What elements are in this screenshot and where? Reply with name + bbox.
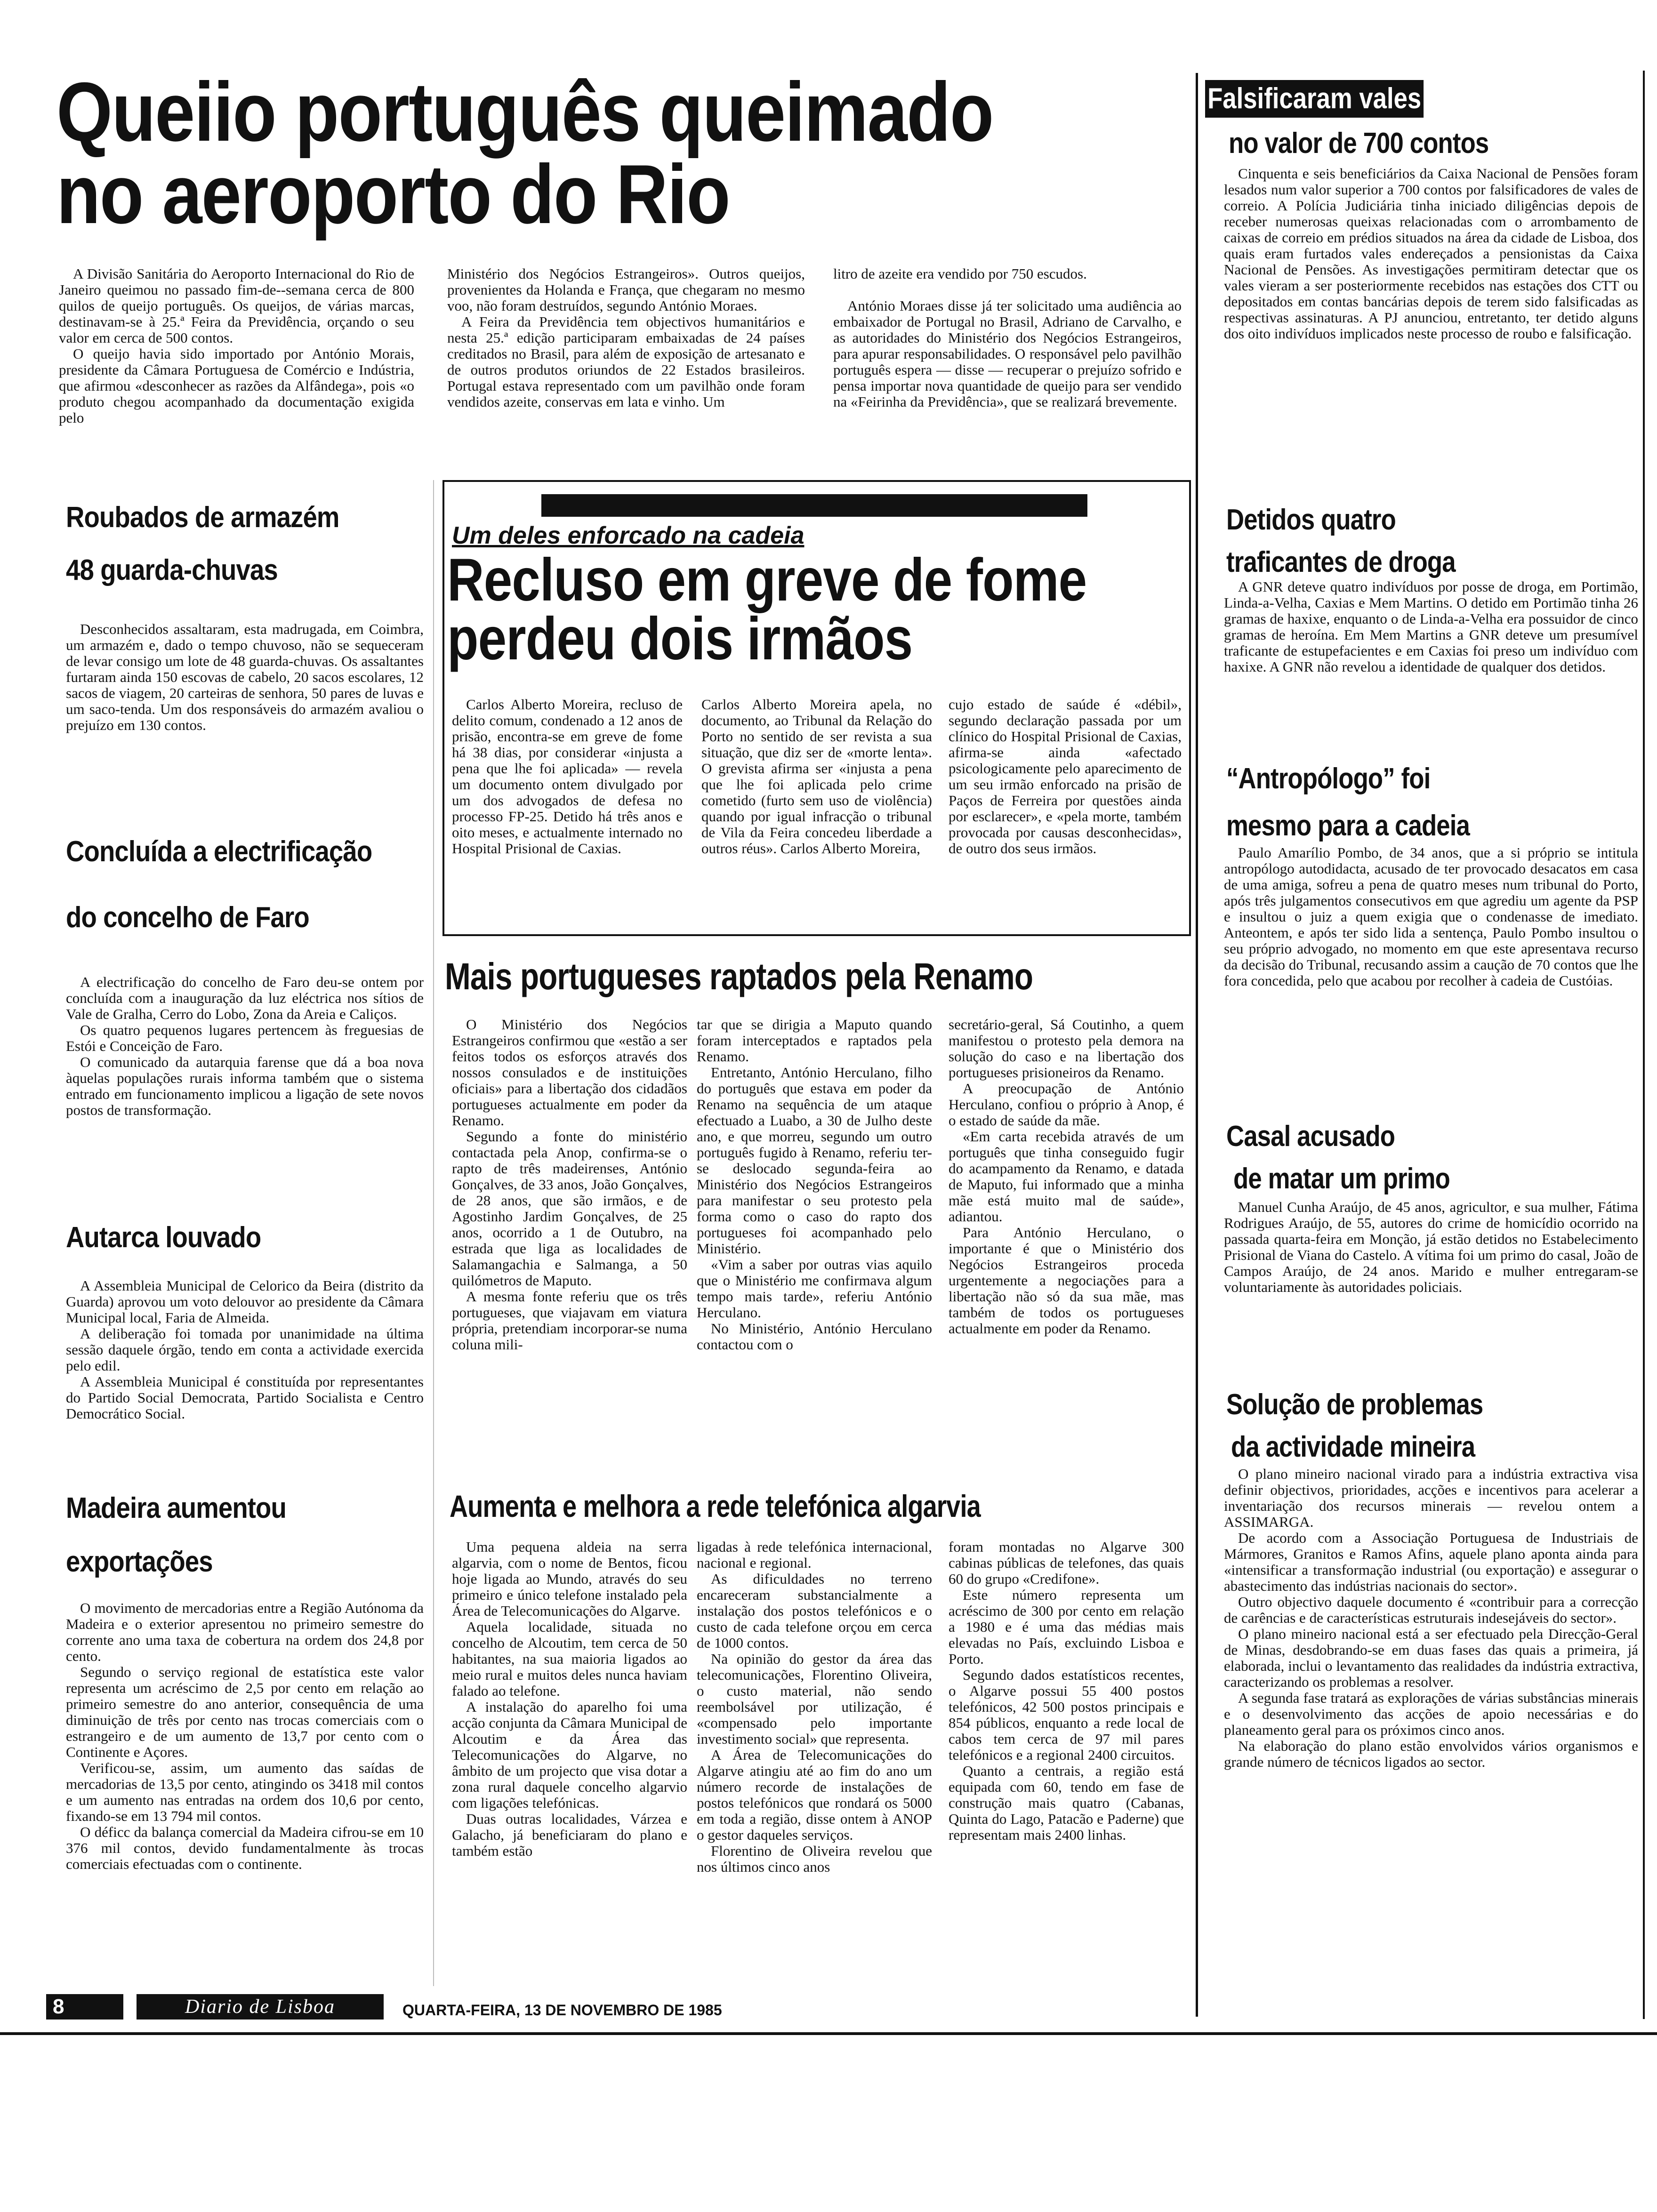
- page-number: 8: [46, 1994, 123, 2020]
- mineira-body-p2: De acordo com a Associação Portuguesa de Industriais de Mármores, Granitos e Ramos Afins, aquele plano aponta ainda para «intensificar a transformação industrial (ou exportação) e assegurar o abastecimento das indústrias nacionais do sector».: [1224, 1530, 1638, 1594]
- madeira-headline-line2: exportações: [66, 1546, 213, 1578]
- renamo-col3-p1: secretário-geral, Sá Coutinho, a quem manifestou o protesto pela demora na solução do caso e na libertação dos portugueses prisioneiros da Renamo.: [949, 1017, 1184, 1081]
- casal-body-p1: Manuel Cunha Araújo, de 45 anos, agricultor, e sua mulher, Fátima Rodrigues Araújo, de 55, autores do crime de homicídio ocorrido na passada quarta-feira em Monção, já estão detidos no Estabelecimento Prisional de Viana do Castelo. A vítima foi um primo do casal, João de Campos Araújo, de 24 anos. Marido e mulher entregaram-se voluntariamente às autoridades policiais.: [1224, 1199, 1638, 1295]
- faro-headline: [66, 833, 430, 937]
- lead-col1: [59, 266, 414, 478]
- telefone-col1-p2: Aquela localidade, situada no concelho de Alcoutim, tem cerca de 50 habitantes, na sua maioria ligados ao meio rural e muitos deles nunca haviam falado ao telefone.: [452, 1619, 687, 1699]
- lead-col3: [833, 266, 1182, 478]
- telefone-col1-p3: A instalação do aparelho foi uma acção conjunta da Câmara Municipal de Alcoutim e da Área das Telecomunicações do Algarve, no âmbito de um projecto que visa dotar a zona rural daquele concelho algarvio com ligações telefónicas.: [452, 1699, 687, 1811]
- vales-body-p1: Cinquenta e seis beneficiários da Caixa Nacional de Pensões foram lesados num valor superior a 700 contos por falsificadores de vales de correio. A Polícia Judiciária tinha iniciado diligências depois de receber numerosas queixas relacionadas com o arrombamento de caixas de correio em prédios situados na área da cidade de Lisboa, dos quais eram furtados vales endereçados a pensionistas da Caixa Nacional de Pensões. As investigações permitiram detectar que os vales vieram a ser posteriormente recebidos nas estações dos CTT ou depositados em contas bancárias depois de terem sido falsificadas as respectivas assinaturas. A PJ anunciou, entretanto, ter detido alguns dos oito indivíduos implicados neste processo de roubo e falsificação.: [1224, 166, 1638, 342]
- mineira-headline-line2: da actividade mineira: [1231, 1431, 1475, 1463]
- lead-col3-p2: António Moraes disse já ter solicitado uma audiência ao embaixador de Portugal no Brasil, Adriano de Carvalho, e as autoridades do Ministério dos Negócios Estrangeiros, para apurar responsabilidades. O responsável pelo pavilhão português espera — disse — recuperar o prejuízo sofrido e pensa importar nova quantidade de queijo para ser vendido na «Feirinha da Previdência», que se realizará brevemente.: [833, 297, 1182, 410]
- right-column-edge: [1643, 71, 1645, 2019]
- vales-headline-line1: Falsificaram vales: [1205, 80, 1424, 118]
- renamo-col2-p2: Entretanto, António Herculano, filho do português que estava em poder da Renamo na sequência de um ataque efectuado a Luabo, a 30 de Julho deste ano, e que morreu, segundo um outro português fugido à Renamo, referiu ter-se deslocado segunda-feira ao Ministério dos Negócios Estrangeiros para manifestar o seu protesto pela forma como o caso do rapto dos portugueses foi acompanhado pelo Ministério.: [697, 1064, 932, 1257]
- antropologo-headline-line2: mesmo para a cadeia: [1226, 809, 1470, 842]
- faro-body: [66, 974, 424, 1181]
- renamo-col3-p2: A preocupação de António Herculano, confiou o próprio à Anop, é o estado de saúde da mãe.: [949, 1080, 1184, 1129]
- casal-body: [1224, 1199, 1638, 1387]
- madeira-body-p4: O déficc da balança comercial da Madeira cifrou-se em 10 376 mil contos, devido fundamentalmente às trocas comerciais efectuadas com o continente.: [66, 1824, 424, 1872]
- left-column-divider: [433, 480, 434, 1986]
- recluso-col3: [949, 697, 1182, 927]
- droga-headline-line2: traficantes de droga: [1226, 546, 1456, 578]
- recluso-col3-p1: cujo estado de saúde é «débil», segundo declaração passada por um clínico do Hospital Prisional de Caxias, afirma-se ainda «afectado psicologicamente pelo aparecimento de um seu irmão enforcado na prisão de Paços de Ferreira por questões ainda por esclarecer», e «pela morte, também provocada por causas desconhecidas», de outro dos seus irmãos.: [949, 697, 1182, 857]
- renamo-col2-p3: «Vim a saber por outras vias aquilo que o Ministério me confirmava algum tempo mais tarde», referiu António Herculano.: [697, 1256, 932, 1321]
- telefone-col2-p3: Na opinião do gestor da área das telecomunicações, Florentino Oliveira, o custo material, não sendo reembolsável por utilização, é «compensado pelo importante investimento social» que representa.: [697, 1651, 932, 1747]
- autarca-headline: [66, 1219, 381, 1257]
- renamo-col3-p4: Para António Herculano, o importante é que o Ministério dos Negócios Estrangeiros proceda urgentemente a negociações para a libertação não só da sua mãe, mas também de todos os portugueses actualmente em poder da Renamo.: [949, 1224, 1184, 1337]
- antropologo-body: [1224, 845, 1638, 1113]
- renamo-col1-p1: O Ministério dos Negócios Estrangeiros confirmou que «estão a ser feitos todos os esforços através dos nossos consulados e de instituições oficiais» para a libertação dos cidadãos portugueses actualmente em poder da Renamo.: [452, 1017, 687, 1129]
- roubados-headline-line2: 48 guarda-chuvas: [66, 554, 278, 586]
- recluso-col2-p1: Carlos Alberto Moreira apela, no documento, ao Tribunal da Relação do Porto no sentido de ser revista a sua situação, que diz ser de «morte lenta». O grevista afirma ser «injusta a pena que lhe foi aplicada pelo crime cometido (furto sem uso de violência) quando por igual infracção o tribunal de Vila da Feira concedeu liberdade a outros réus». Carlos Alberto Moreira,: [701, 697, 932, 857]
- telefone-col1-p4: Duas outras localidades, Várzea e Galacho, já beneficiaram do plano e também estão: [452, 1811, 687, 1859]
- recluso-col1-p1: Carlos Alberto Moreira, recluso de delito comum, condenado a 12 anos de prisão, encontra-se em greve de fome há 38 dias, por considerar «injusta a pena que lhe foi aplicada» — revela um documento ontem divulgado por um dos advogados de defesa no processo FP-25. Detido há três anos e oito meses, e actualmente internado no Hospital Prisional de Caxias.: [452, 697, 683, 857]
- masthead-logo: Diario de Lisboa: [137, 1994, 384, 2020]
- faro-body-p3: O comunicado da autarquia farense que dá a boa nova àquelas populações rurais informa também que o sistema entrado em funcionamento implicou a ligação de sete novos postos de transformação.: [66, 1054, 424, 1118]
- recluso-col2: [701, 697, 932, 927]
- lead-col2: [447, 266, 805, 478]
- madeira-body-p3: Verificou-se, assim, um aumento das saídas de mercadorias de 13,5 por cento, atingindo os 3418 mil contos e um aumento nas entradas na ordem dos 10,6 por cento, fixando-se em 13 794 mil contos.: [66, 1760, 424, 1824]
- telefone-col2-p5: Florentino de Oliveira revelou que nos últimos cinco anos: [697, 1843, 932, 1875]
- roubados-headline: [66, 499, 381, 589]
- renamo-col3-p3: «Em carta recebida através de um português que tinha conseguido fugir do acampamento da Renamo, e datada de Maputo, fui informado que a minha mãe está muito mal de saúde», adiantou.: [949, 1128, 1184, 1225]
- faro-body-p1: A electrificação do concelho de Faro deu-se ontem por concluída com a inauguração da luz eléctrica nos sítios de Vale de Gralha, Cerro do Lobo, Zona da Areia e Caliços.: [66, 974, 424, 1022]
- madeira-headline: [66, 1490, 381, 1581]
- issue-date: QUARTA-FEIRA, 13 DE NOVEMBRO DE 1985: [402, 2002, 722, 2019]
- lead-col1-p1: A Divisão Sanitária do Aeroporto Internacional do Rio de Janeiro queimou no passado fim-de--semana cerca de 800 quilos de queijo português. Os queijos, de várias marcas, destinavam-se à 25.ª Feira da Previdência, orçando o seu valor em cerca de 500 contos.: [59, 266, 414, 346]
- renamo-col2: [697, 1017, 932, 1468]
- autarca-body-p1: A Assembleia Municipal de Celorico da Beira (distrito da Guarda) aprovou um voto delouvor ao presidente da Câmara Municipal local, Faria de Almeida.: [66, 1278, 424, 1326]
- telefone-col2-p1: ligadas à rede telefónica internacional, nacional e regional.: [697, 1539, 932, 1571]
- right-column-divider: [1196, 73, 1198, 2017]
- telefone-col3-p3: Segundo dados estatísticos recentes, o Algarve possui 55 400 postos telefónicos, 42 500 postos principais e 854 públicos, enquanto a rede local de cabos tem cerca de 97 mil pares telefónicos e a regional 2400 circuitos.: [949, 1667, 1184, 1763]
- vales-body: [1224, 166, 1638, 486]
- autarca-body-p3: A Assembleia Municipal é constituída por representantes do Partido Social Democrata, Partido Socialista e Centro Democrático Social.: [66, 1373, 424, 1422]
- recluso-black-bar: [541, 494, 1087, 517]
- bottom-rule: [0, 2032, 1657, 2035]
- madeira-body-p1: O movimento de mercadorias entre a Região Autónoma da Madeira e o exterior apresentou no primeiro semestre do corrente ano uma taxa de cobertura na ordem dos 24,8 por cento.: [66, 1600, 424, 1664]
- roubados-headline-line1: Roubados de armazém: [66, 501, 339, 534]
- recluso-box-top: [442, 480, 1191, 482]
- recluso-headline-line2: perdeu dois irmãos: [447, 605, 913, 673]
- lead-headline-line1: Queiio português queimado: [56, 65, 993, 159]
- recluso-box-right: [1189, 480, 1191, 936]
- mineira-body-p5: A segunda fase tratará as explorações de várias substâncias minerais e o desenvolvimento das acções de apoio necessárias e do planeamento geral para os próximos cinco anos.: [1224, 1690, 1638, 1738]
- madeira-headline-line1: Madeira aumentou: [66, 1492, 286, 1524]
- madeira-body-p2: Segundo o serviço regional de estatística este valor representa um acréscimo de 2,5 por cento em relação ao primeiro semestre do ano anterior, consequência de uma diminuição de três por cento nas trocas comerciais com o estrangeiro e de um aumento de 13,7 por cento com o Continente e Açores.: [66, 1664, 424, 1760]
- lead-col3-p1: litro de azeite era vendido por 750 escudos.: [833, 266, 1087, 282]
- renamo-col2-p4: No Ministério, António Herculano contactou com o: [697, 1320, 932, 1353]
- lead-col2-p1: Ministério dos Negócios Estrangeiros». Outros queijos, provenientes da Holanda e França, que chegaram no mesmo voo, não foram destruídos, segundo António Moraes.: [447, 266, 805, 314]
- renamo-headline: Mais portugueses raptados pela Renamo: [445, 955, 1033, 997]
- droga-body-p1: A GNR deteve quatro indivíduos por posse de droga, em Portimão, Linda-a-Velha, Caxias e Mem Martins. O detido em Portimão tinha 26 gramas de haxixe, enquanto o de Linda-a-Velha era possuidor de cinco gramas de heroína. Em Mem Martins a GNR deteve um presumível traficante de estupefacientes e em Caxias foi preso um indivíduo com haxixe. A GNR não revelou a identidade de qualquer dos detidos.: [1224, 579, 1638, 675]
- telefone-col3-p4: Quanto a centrais, a região está equipada com 60, tendo em fase de construção mais quatro (Cabanas, Quinta do Lago, Patacão e Paderne) que representam mais 2400 linhas.: [949, 1763, 1184, 1843]
- roubados-body-p1: Desconhecidos assaltaram, esta madrugada, em Coimbra, um armazém e, dado o tempo chuvoso, não se sequeceram de levar consigo um lote de 48 guarda-chuvas. Os assaltantes furtaram ainda 150 escovas de cabelo, 20 sacos escolares, 12 sacos de viagem, 20 carteiras de senhora, 50 pares de luvas e um saco-tenda. Um dos responsáveis do armazém avaliou o prejuízo em 130 contos.: [66, 621, 424, 733]
- antropologo-body-p1: Paulo Amarílio Pombo, de 34 anos, que a si próprio se intitula antropólogo autodidacta, acusado de ter provocado desacatos em casa de uma amiga, sofreu a pena de quatro meses num tribunal do Porto, após três julgamentos consecutivos em que agrediu um agente da PSP e insultou o juiz a quem exigia que o condenasse de imediato. Anteontem, e após ter sido lida a sentença, Paulo Pombo insultou o seu próprio advogado, no momento em que este apresentava recurso da decisão do Tribunal, recusando assim a caução de 70 contos que lhe fora concedida, pelo que acabou por recolher à cadeia de Custóias.: [1224, 845, 1638, 989]
- renamo-col1-p2: Segundo a fonte do ministério contactada pela Anop, confirma-se o rapto de três madeirenses, António Gonçalves, de 33 anos, João Gonçalves, de 28 anos, que são irmãos, e de Agostinho Jardim Gonçalves, de 25 anos, ocorrido a 1 de Outubro, na estrada que liga as localidades de Salamangachia e Salmanga, a 50 quilómetros de Maputo.: [452, 1128, 687, 1289]
- telefone-headline: Aumenta e melhora a rede telefónica algarvia: [450, 1489, 981, 1523]
- telefone-col1-p1: Uma pequena aldeia na serra algarvia, com o nome de Bentos, ficou hoje ligada ao Mundo, através do seu primeiro e único telefone instalado pela Área de Telecomunicações do Algarve.: [452, 1539, 687, 1619]
- telefone-col3: [949, 1539, 1184, 1981]
- casal-headline-line1: Casal acusado: [1226, 1120, 1395, 1153]
- recluso-box-bottom: [442, 934, 1191, 936]
- recluso-col1: [452, 697, 683, 927]
- telefone-col1: [452, 1539, 687, 1981]
- renamo-col1: [452, 1017, 687, 1468]
- faro-headline-line1: Concluída a electrificação: [66, 835, 372, 868]
- mineira-body-p1: O plano mineiro nacional virado para a indústria extractiva visa definir objectivos, prioridades, acções e incentivos para acelerar a inventariação dos recursos minerais — revelou ontem a ASSIMARGA.: [1224, 1466, 1638, 1530]
- mineira-headline-line1: Solução de problemas: [1226, 1388, 1483, 1421]
- faro-body-p2: Os quatro pequenos lugares pertencem às freguesias de Estói e Conceição de Faro.: [66, 1022, 424, 1054]
- lead-col1-p2: O queijo havia sido importado por António Morais, presidente da Câmara Portuguesa de Comércio e Indústria, que afirmou «desconhecer as razões da Alfândega», pois «o produto chegou acompanhado da documentação exigida pelo: [59, 345, 414, 426]
- lead-headline-line2: no aeroporto do Rio: [56, 147, 730, 241]
- recluso-headline: [447, 546, 1087, 673]
- droga-headline-line1: Detidos quatro: [1226, 504, 1396, 536]
- vales-headline-line2: no valor de 700 contos: [1229, 127, 1489, 160]
- mineira-body: [1224, 1466, 1638, 1984]
- autarca-headline-line1: Autarca louvado: [66, 1221, 261, 1254]
- roubados-body: [66, 621, 424, 762]
- droga-body: [1224, 579, 1638, 758]
- renamo-col2-p1: tar que se dirigia a Maputo quando foram interceptados e raptados pela Renamo.: [697, 1017, 932, 1065]
- telefone-col3-p2: Este número representa um acréscimo de 300 por cento em relação a 1980 e é uma das médias mais elevadas no País, excluindo Lisboa e Porto.: [949, 1587, 1184, 1667]
- telefone-col2-p2: As dificuldades no terreno encareceram substancialmente a instalação dos postos telefónicos e o custo de cada telefone orçou em cerca de 1000 contos.: [697, 1571, 932, 1651]
- recluso-headline-line1: Recluso em greve de fome: [447, 546, 1087, 614]
- renamo-col1-p3: A mesma fonte referiu que os três portugueses, que viajavam em viatura própria, pretendiam incorporar-se numa coluna mili-: [452, 1288, 687, 1353]
- telefone-col3-p1: foram montadas no Algarve 300 cabinas públicas de telefones, das quais 60 do grupo «Credifone».: [949, 1539, 1184, 1587]
- telefone-col2: [697, 1539, 932, 1981]
- lead-headline: [56, 65, 1008, 241]
- madeira-body: [66, 1600, 424, 1986]
- mineira-body-p6: Na elaboração do plano estão envolvidos vários organismos e grande número de técnicos ligados ao sector.: [1224, 1738, 1638, 1770]
- telefone-col2-p4: A Área de Telecomunicações do Algarve atingiu até ao fim do ano um número recorde de instalações de postos telefónicos que rondará os 5000 em toda a região, disse ontem à ANOP o gestor daqueles serviços.: [697, 1747, 932, 1843]
- autarca-body-p2: A deliberação foi tomada por unanimidade na última sessão daquele órgão, tendo em conta a actividade exercida pelo edil.: [66, 1325, 424, 1374]
- recluso-kicker: Um deles enforcado na cadeia: [452, 522, 804, 549]
- mineira-body-p3: Outro objectivo daquele documento é «contribuir para a correcção de carências e de características estruturais indesejáveis do sector».: [1224, 1594, 1638, 1626]
- autarca-body: [66, 1278, 424, 1475]
- mineira-body-p4: O plano mineiro nacional está a ser efectuado pela Direcção-Geral de Minas, desdobrando-se em duas fases das quais a primeira, já elaborada, inclui o levantamento das realidades da indústria extractiva, caracterizando os problemas a resolver.: [1224, 1626, 1638, 1690]
- faro-headline-line2: do concelho de Faro: [66, 901, 309, 934]
- lead-col2-p2: A Feira da Previdência tem objectivos humanitários e nesta 25.ª edição participaram embaixadas de 24 países creditados no Brasil, para além de exposição de artesanato e de outros produtos oriundos de 22 Estados brasileiros. Portugal estava representado com um pavilhão onde foram vendidos azeite, conservas em lata e vinho. Um: [447, 313, 805, 410]
- casal-headline-line2: de matar um primo: [1233, 1162, 1450, 1195]
- renamo-col3: [949, 1017, 1184, 1468]
- antropologo-headline-line1: “Antropólogo” foi: [1226, 762, 1431, 795]
- recluso-box-left: [442, 480, 444, 936]
